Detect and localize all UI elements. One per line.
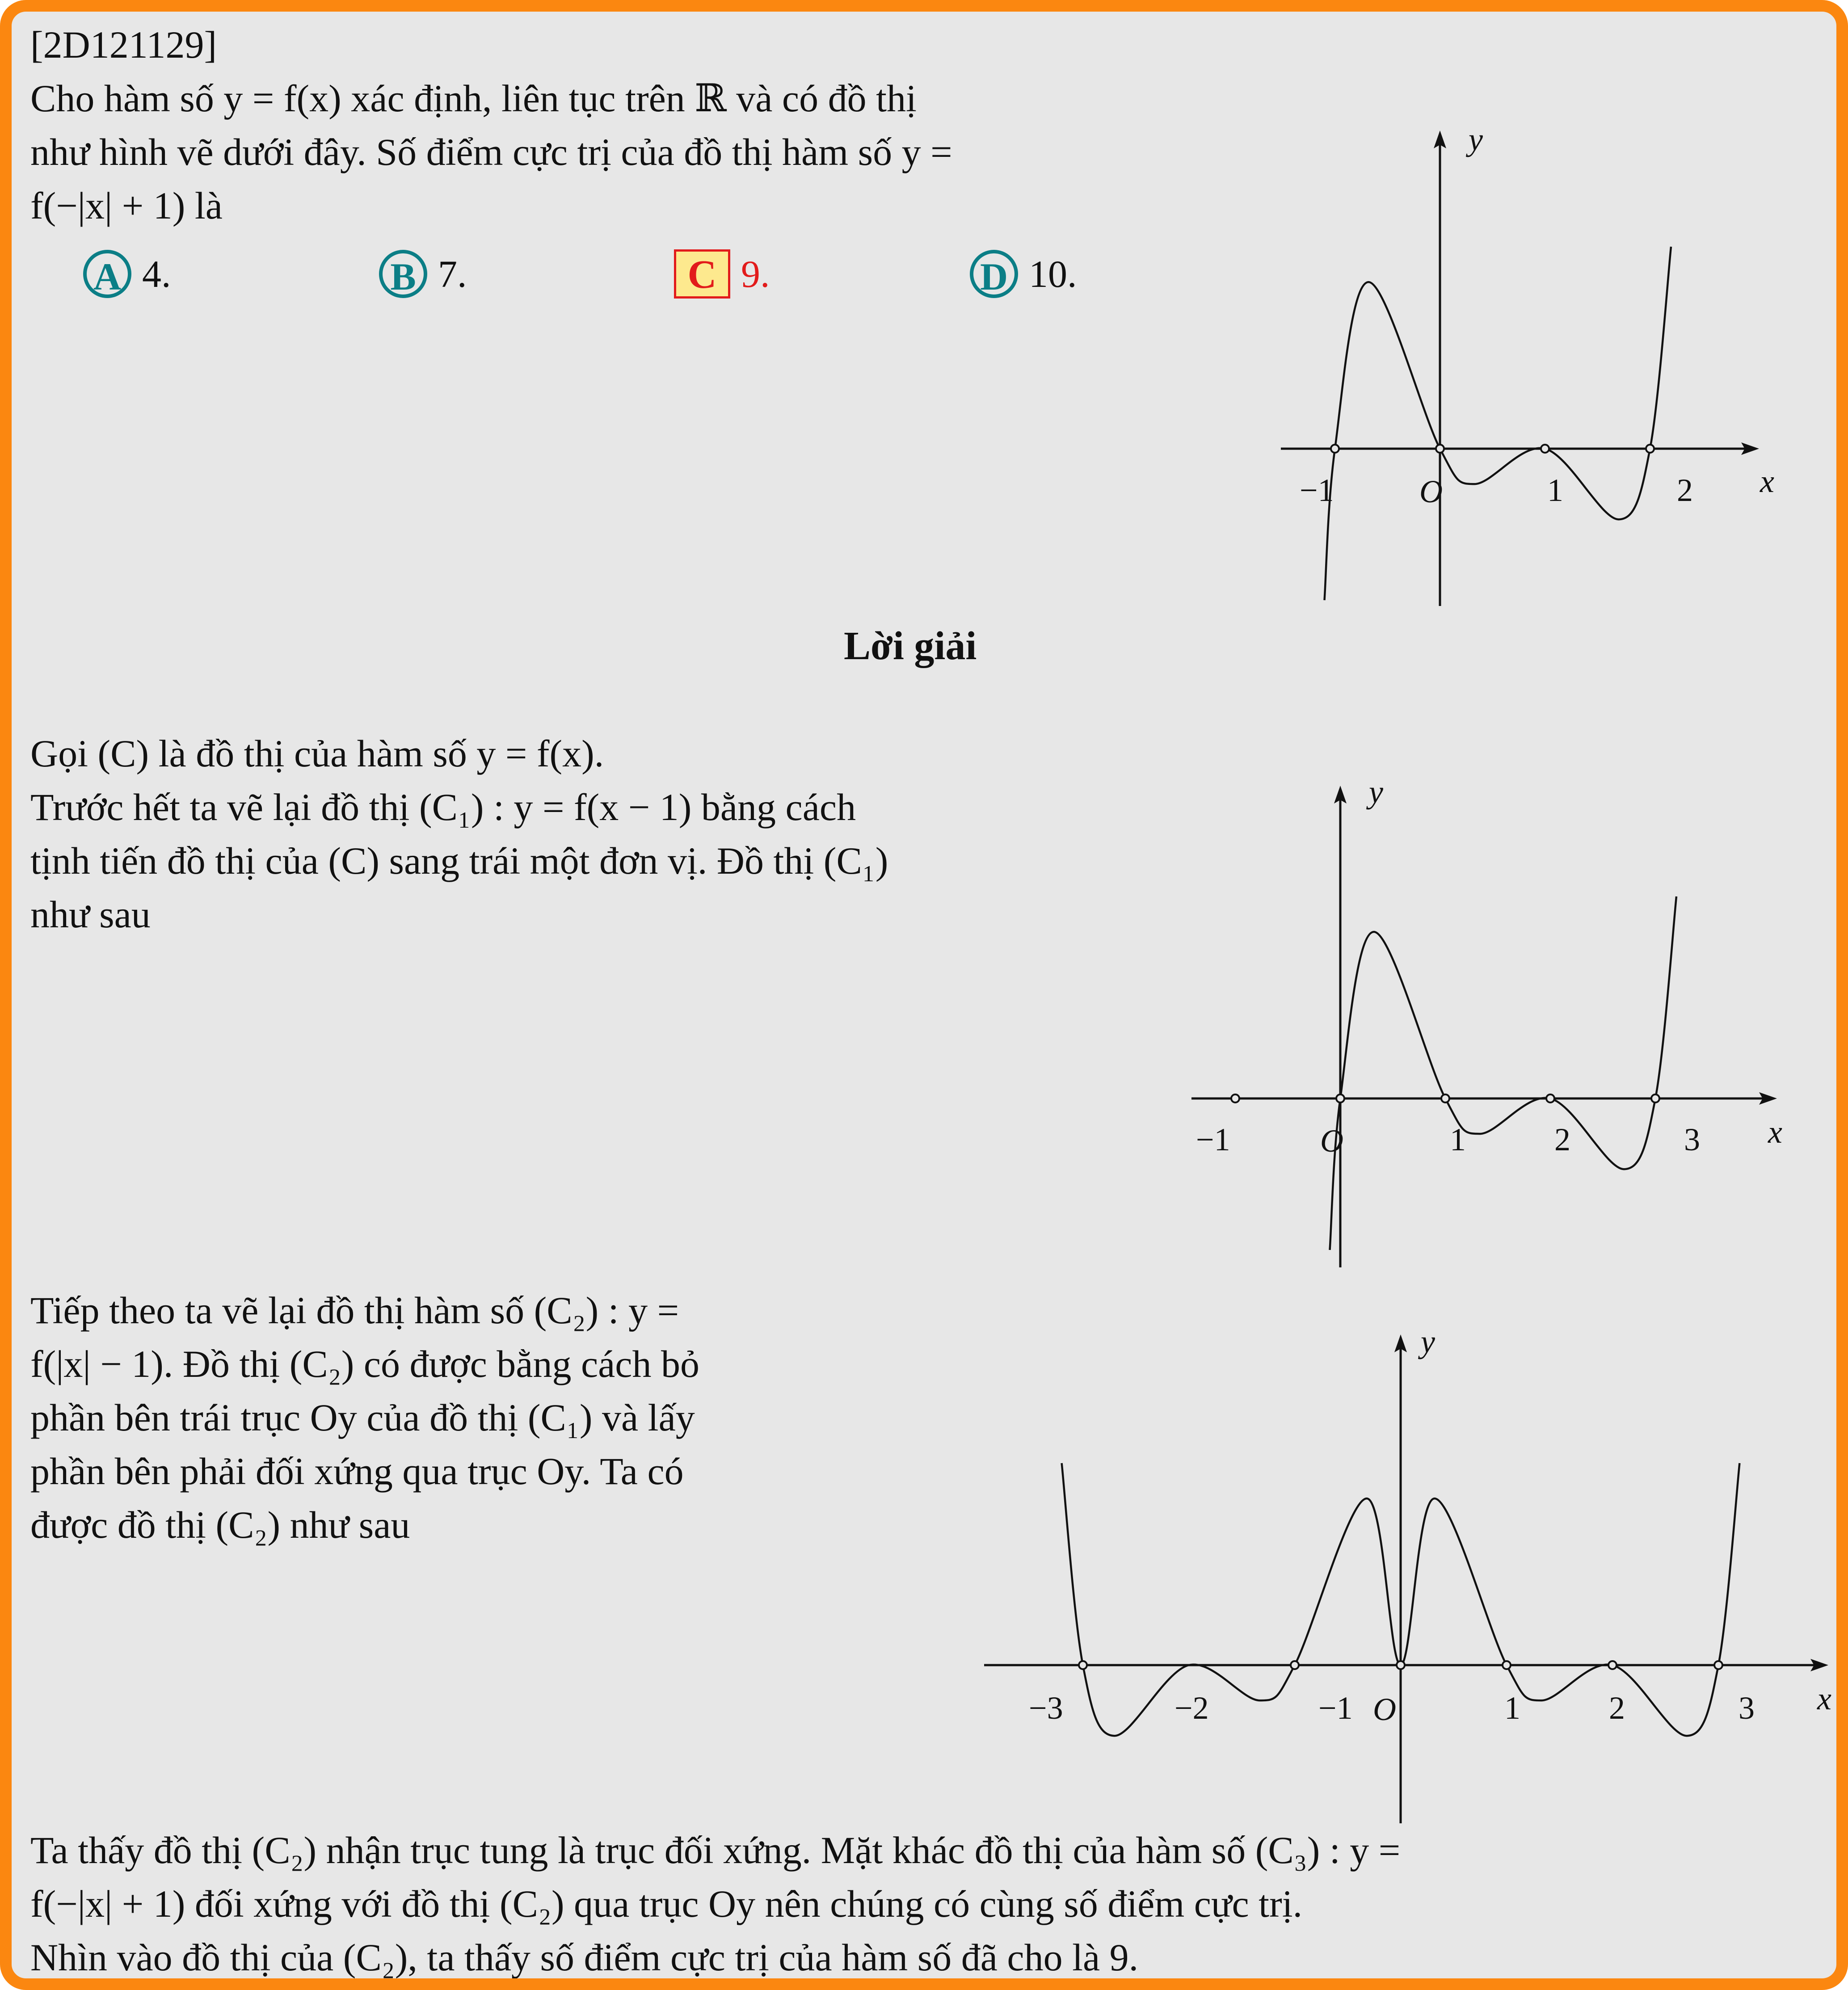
x-tick-label: 3	[1684, 1122, 1700, 1157]
x-tick-label: −2	[1174, 1690, 1209, 1726]
p3-line-2: f(−|x| + 1) đối xứng với đồ thị (C₂) qua trục Oy nên chúng có cùng số điểm cực trị.	[30, 1882, 1303, 1925]
p1-line-2: Trước hết ta vẽ lại đồ thị (C₁) : y = f(x − 1) bằng cách	[30, 786, 856, 829]
question-line-2: như hình vẽ dưới đây. Số điểm cực trị của đồ thị hàm số y =	[30, 130, 952, 173]
marked-point	[1541, 445, 1549, 453]
x-axis-label: x	[1768, 1114, 1782, 1150]
curve-line	[1330, 896, 1677, 1250]
option-a-label: A	[83, 250, 131, 298]
option-c-label: C	[674, 249, 730, 299]
graph-C1	[1191, 774, 1782, 1267]
option-d-value: 10.	[1029, 252, 1077, 296]
graph-C	[1281, 122, 1774, 606]
x-tick-label: 3	[1739, 1690, 1755, 1726]
solution-heading: Lời giải	[844, 624, 977, 668]
option-b-value: 7.	[438, 252, 467, 296]
p1-line-1: Gọi (C) là đồ thị của hàm số y = f(x).	[30, 732, 604, 775]
p1-line-4: như sau	[30, 893, 151, 936]
x-tick-label: 1	[1547, 472, 1563, 508]
p2-line-1: Tiếp theo ta vẽ lại đồ thị hàm số (C₂) : y =	[30, 1289, 679, 1332]
marked-point	[1436, 445, 1444, 453]
y-axis-label: y	[1369, 774, 1383, 810]
curve-line	[1325, 247, 1671, 600]
marked-point	[1651, 1094, 1659, 1102]
p2-line-3: phần bên trái trục Oy của đồ thị (C₁) và lấy	[30, 1396, 695, 1439]
option-d-label: D	[970, 250, 1018, 298]
marked-point	[1646, 445, 1654, 453]
x-axis-label: x	[1817, 1681, 1831, 1717]
marked-point	[1231, 1094, 1239, 1102]
x-axis-label: x	[1760, 463, 1774, 499]
p3-line-1: Ta thấy đồ thị (C₂) nhận trục tung là trục đối xứng. Mặt khác đồ thị của hàm số (C₃) : y =	[30, 1829, 1401, 1872]
question-line-3: f(−|x| + 1) là	[30, 184, 223, 227]
graph-C2	[984, 1324, 1831, 1823]
origin-label: O	[1373, 1691, 1396, 1727]
origin-label: O	[1320, 1123, 1343, 1159]
marked-point	[1079, 1661, 1087, 1669]
option-b-label: B	[379, 250, 427, 298]
origin-label: O	[1419, 474, 1443, 509]
p3-line-3: Nhìn vào đồ thị của (C₂), ta thấy số điểm cực trị của hàm số đã cho là 9.	[30, 1936, 1139, 1979]
x-tick-label: 2	[1554, 1122, 1570, 1157]
p2-line-4: phần bên phải đối xứng qua trục Oy. Ta có	[30, 1450, 684, 1493]
marked-point	[1397, 1661, 1405, 1669]
marked-point	[1608, 1661, 1616, 1669]
marked-point	[1546, 1094, 1554, 1102]
x-tick-label: 1	[1450, 1122, 1466, 1157]
x-tick-label: 2	[1677, 472, 1693, 508]
p2-line-5: được đồ thị (C₂) như sau	[30, 1503, 410, 1546]
x-tick-label: 2	[1609, 1690, 1625, 1726]
marked-point	[1714, 1661, 1722, 1669]
marked-point	[1291, 1661, 1299, 1669]
option-a-value: 4.	[142, 252, 171, 296]
graphs-canvas	[12, 12, 1836, 1978]
p1-line-3: tịnh tiến đồ thị của (C) sang trái một đơn vị. Đồ thị (C₁)	[30, 839, 888, 882]
marked-point	[1441, 1094, 1449, 1102]
y-axis-label: y	[1421, 1324, 1435, 1359]
question-id: [2D121129]	[30, 23, 217, 66]
x-tick-label: 1	[1504, 1690, 1520, 1726]
x-tick-label: −3	[1029, 1690, 1063, 1726]
p2-line-2: f(|x| − 1). Đồ thị (C₂) có được bằng cách bỏ	[30, 1342, 699, 1385]
marked-point	[1503, 1661, 1511, 1669]
x-tick-label: −1	[1196, 1122, 1230, 1157]
x-tick-label: −1	[1300, 472, 1334, 508]
y-axis-label: y	[1469, 122, 1483, 157]
x-tick-label: −1	[1318, 1690, 1353, 1726]
marked-point	[1331, 445, 1339, 453]
option-c-value: 9.	[741, 252, 770, 296]
question-line-1: Cho hàm số y = f(x) xác định, liên tục trên ℝ và có đồ thị	[30, 77, 917, 120]
marked-point	[1336, 1094, 1344, 1102]
